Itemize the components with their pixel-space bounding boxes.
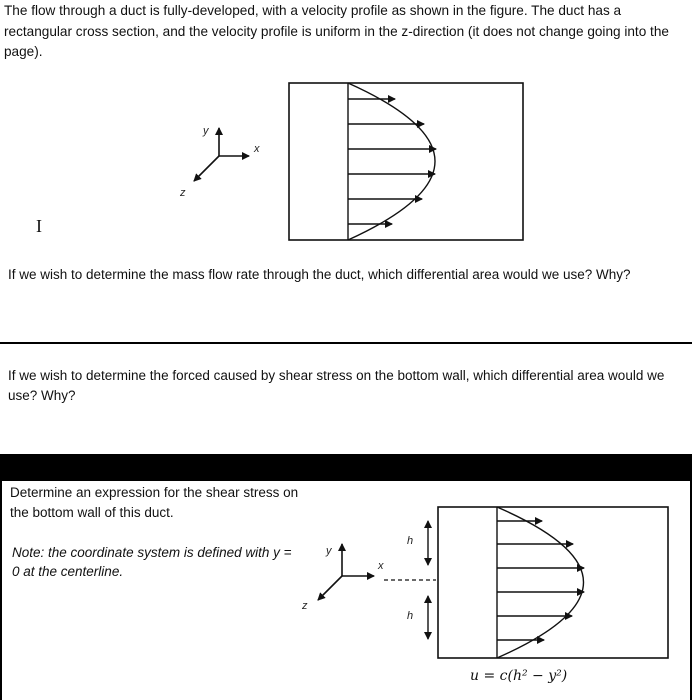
task-panel	[2, 481, 690, 700]
task-text: Determine an expression for the shear stress on the bottom wall of this duct.	[10, 485, 299, 520]
intro-text: The flow through a duct is fully-developed, with a velocity profile as shown in the figure. The duct has a rectangular cross section, and the velocity profile is uniform in the z-direction (it does not change going into the page).	[4, 3, 669, 59]
question-2-panel	[0, 344, 692, 454]
dimension-h	[407, 521, 428, 639]
axis-label-y-2: y	[326, 545, 332, 557]
axis-label-z: z	[180, 187, 186, 199]
dim-label-h-bottom: h	[407, 610, 414, 622]
intro-panel	[0, 0, 692, 247]
question-2-text: If we wish to determine the forced caused by shear stress on the bottom wall, which differential area would we use? Why?	[8, 368, 665, 403]
question-1-text: If we wish to determine the mass flow rate through the duct, which differential area would we use? Why?	[8, 267, 631, 282]
figure-top	[0, 0, 692, 247]
figure-bottom	[2, 481, 690, 700]
note-text: Note: the coordinate system is defined with y = 0 at the centerline.	[12, 545, 292, 579]
coordinate-axes	[179, 125, 260, 199]
question-1-panel	[0, 247, 692, 342]
duct-velocity-profile-2	[438, 507, 668, 658]
axis-label-y: y	[203, 125, 209, 137]
axis-label-x-2: x	[378, 560, 384, 572]
text-cursor-icon: I	[36, 216, 42, 236]
velocity-equation: u = c(h² − y²)	[470, 668, 568, 684]
axis-label-z-2: z	[302, 600, 308, 612]
coordinate-axes-2	[301, 544, 384, 612]
duct-velocity-profile	[289, 83, 523, 240]
dim-label-h-top: h	[407, 535, 414, 547]
axis-label-x: x	[254, 143, 260, 155]
